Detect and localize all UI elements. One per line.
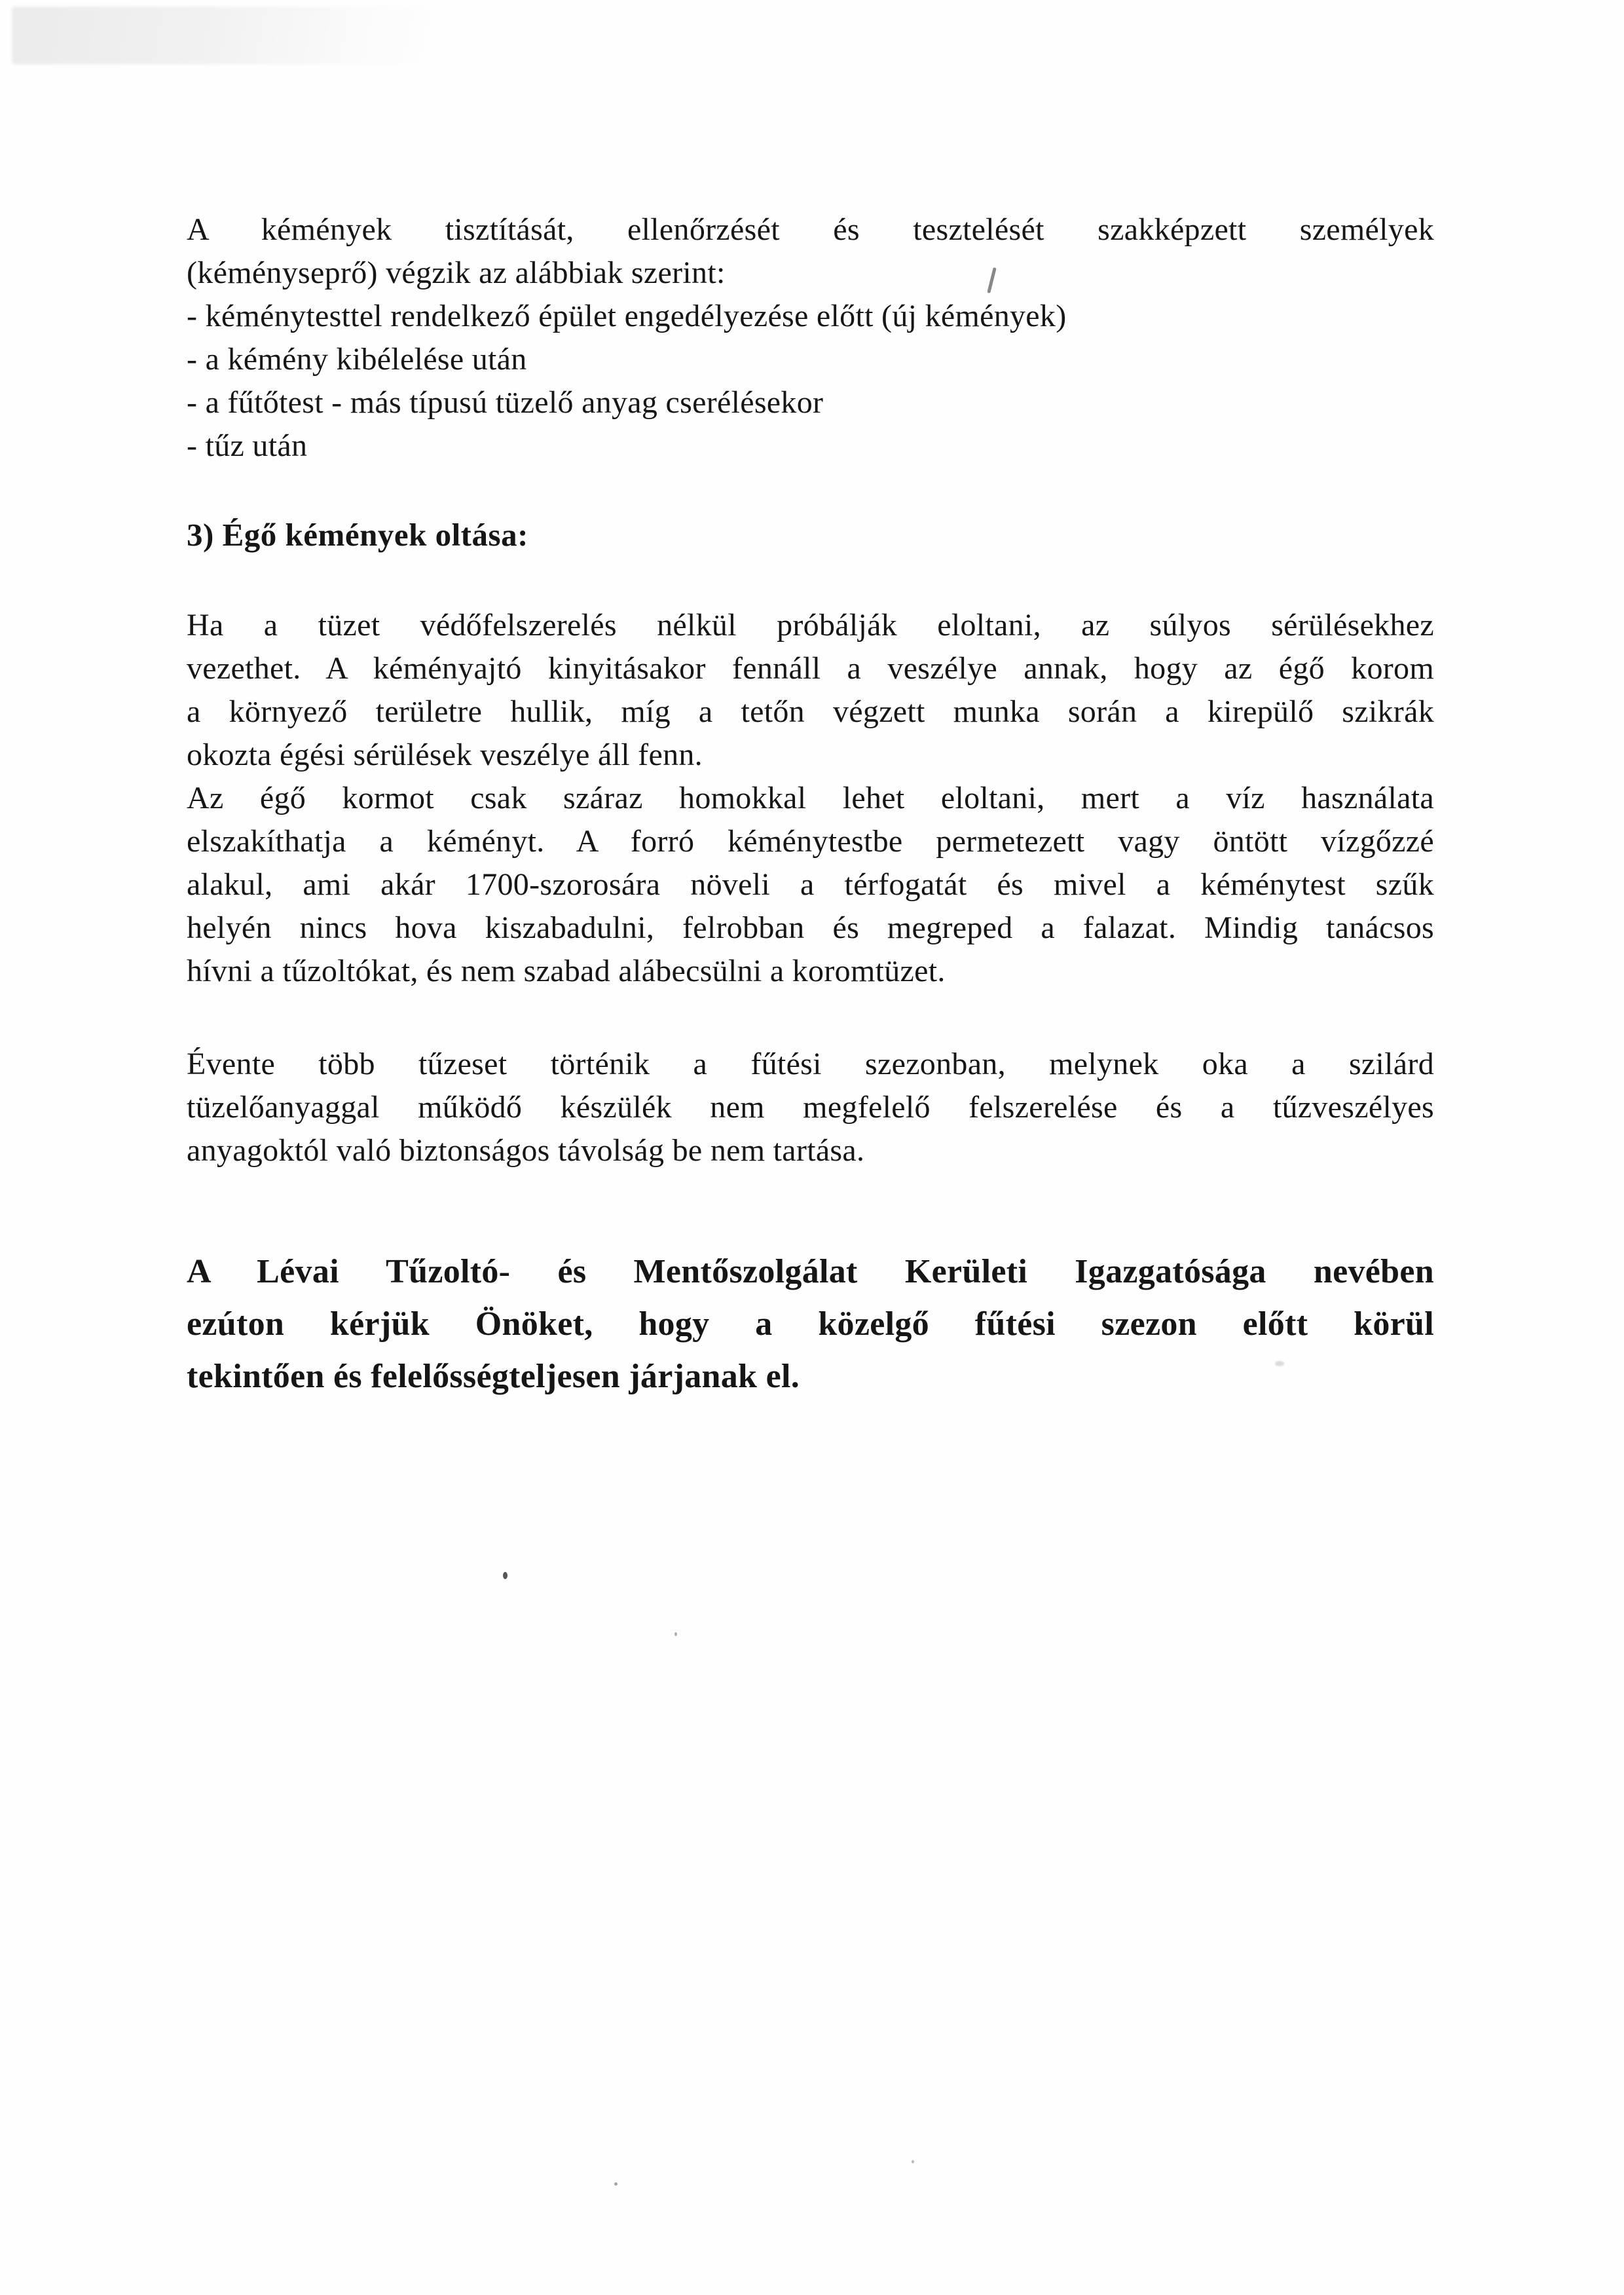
body-line: Az égő kormot csak száraz homokkal lehet eloltani, mert a víz használata [187, 781, 1434, 815]
body-line: helyén nincs hova kiszabadulni, felrobban és megreped a falazat. Mindig tanácsos [187, 910, 1434, 945]
scan-speck [503, 1572, 507, 1579]
paragraph-fire-danger [187, 604, 1434, 777]
body-line: okozta égési sérülések veszélye áll fenn. [187, 737, 703, 772]
bullet-item: - a fűtőtest - más típusú tüzelő anyag cserélésekor [187, 385, 824, 420]
paragraph-heating-season [187, 1043, 1434, 1172]
intro-line: (kéményseprő) végzik az alábbiak szerint: [187, 255, 726, 290]
body-line: vezethet. A kéményajtó kinyitásakor fennáll a veszélye annak, hogy az égő korom [187, 651, 1434, 686]
scan-speck [614, 2182, 618, 2186]
bullet-item: - kéménytesttel rendelkező épület engedélyezése előtt (új kémények) [187, 299, 1067, 333]
closing-line: ezúton kérjük Önöket, hogy a közelgő fűtési szezon előtt körül [187, 1305, 1434, 1343]
bullet-item: - a kémény kibélelése után [187, 342, 527, 377]
bullet-list [187, 295, 1434, 468]
body-line: anyagoktól való biztonságos távolság be nem tartása. [187, 1133, 865, 1168]
body-line: hívni a tűzoltókat, és nem szabad alábecsülni a koromtüzet. [187, 954, 946, 988]
body-line: tüzelőanyaggal működő készülék nem megfelelő felszerelése és a tűzveszélyes [187, 1090, 1434, 1125]
closing-line: tekintően és felelősségteljesen járjanak el. [187, 1358, 800, 1395]
scan-speck [674, 1632, 677, 1636]
bullet-item: - tűz után [187, 428, 308, 463]
body-line: elszakíthatja a kéményt. A forró kéménytestbe permetezett vagy öntött vízgőzzé [187, 824, 1434, 859]
scan-speck [912, 2160, 914, 2163]
body-line: Ha a tüzet védőfelszerelés nélkül próbálják eloltani, az súlyos sérülésekhez [187, 608, 1434, 643]
body-line: alakul, ami akár 1700-szorosára növeli a térfogatát és mivel a kéménytest szűk [187, 867, 1434, 902]
closing-paragraph [187, 1246, 1434, 1403]
body-line: a környező területre hullik, míg a tetőn végzett munka során a kirepülő szikrák [187, 694, 1434, 729]
scan-smudge [12, 7, 431, 64]
paragraph-soot-extinguishing [187, 777, 1434, 993]
section-heading: 3) Égő kémények oltása: [187, 517, 528, 553]
closing-line: A Lévai Tűzoltó- és Mentőszolgálat Kerületi Igazgatósága nevében [187, 1253, 1434, 1290]
body-line: Évente több tűzeset történik a fűtési szezonban, melynek oka a szilárd [187, 1047, 1434, 1081]
intro-paragraph [187, 208, 1434, 295]
document-body [187, 208, 1434, 1403]
intro-line: A kémények tisztítását, ellenőrzését és tesztelését szakképzett személyek [187, 212, 1434, 247]
